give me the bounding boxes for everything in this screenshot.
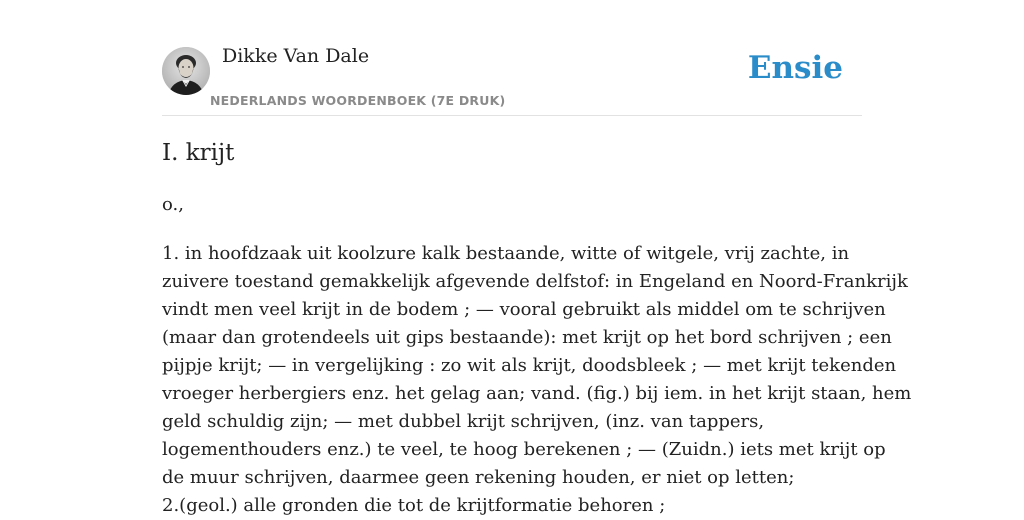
definition-line: logementhouders enz.) te veel, te hoog berekenen ; — (Zuidn.) iets met krijt op <box>162 439 886 460</box>
definition-line: de muur schrijven, daarmee geen rekening houden, er niet op letten; <box>162 467 795 488</box>
brand-logo[interactable]: Ensie <box>747 50 843 86</box>
author-portrait-icon <box>162 47 210 95</box>
author-avatar[interactable] <box>162 47 210 95</box>
definition-line: geld schuldig zijn; — met dubbel krijt schrijven, (inz. van tappers, <box>162 411 765 432</box>
source-label[interactable]: NEDERLANDS WOORDENBOEK (7E DRUK) <box>210 93 506 108</box>
entry-headword: I. krijt <box>162 140 235 166</box>
definition-line: 2.(geol.) alle gronden die tot de krijtformatie behoren ; <box>162 495 666 516</box>
page-header <box>162 0 862 116</box>
definition-line: vindt men veel krijt in de bodem ; — vooral gebruikt als middel om te schrijven <box>162 299 886 320</box>
definition-line: (maar dan grotendeels uit gips bestaande): met krijt op het bord schrijven ; een <box>162 327 892 348</box>
entry-grammar: o., <box>162 194 184 215</box>
definition-line: vroeger herbergiers enz. het gelag aan; vand. (fig.) bij iem. in het krijt staan, hem <box>162 383 912 404</box>
definition-line: zuivere toestand gemakkelijk afgevende delfstof: in Engeland en Noord-Frankrijk <box>162 271 908 292</box>
entry-definition <box>162 240 912 520</box>
page-container <box>162 0 912 516</box>
author-name[interactable]: Dikke Van Dale <box>222 45 370 67</box>
definition-line: 1. in hoofdzaak uit koolzure kalk bestaande, witte of witgele, vrij zachte, in <box>162 243 850 264</box>
definition-line: pijpje krijt; — in vergelijking : zo wit als krijt, doodsbleek ; — met krijt tekenden <box>162 355 897 376</box>
